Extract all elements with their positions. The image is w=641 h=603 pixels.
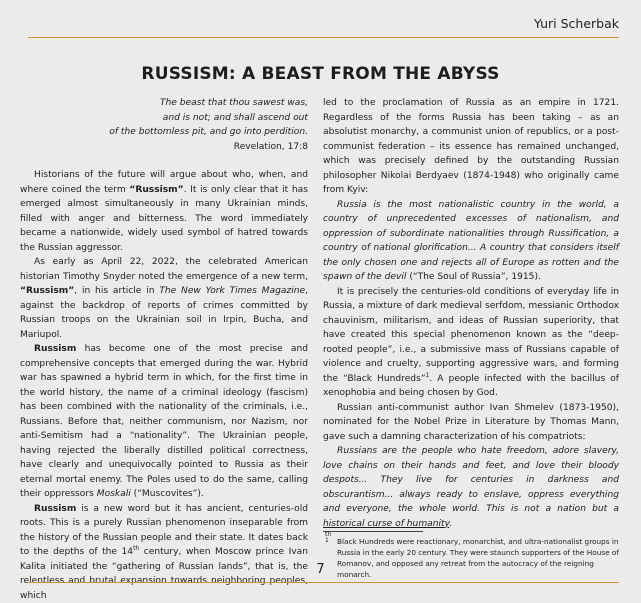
term: “Russism” xyxy=(129,185,183,195)
text: century, when Moscow prince Ivan Kalita initiated the “gathering of Russian lands”, that is, the relentless and brutal expansion towards neighboring peoples, which xyxy=(20,547,308,601)
quotation: Russians are the people who hate freedom, adore slavery, love chains on their hands and feet, and love their bloody despots... They live for centuries in darkness and obscurantism... always ready to enslave, oppress everything and everyone, the whole world. This is not a nation but a xyxy=(323,446,619,514)
text: is a new word but it has ancient, centuries-old roots. This is a purely Russian phenomenon inseparable from the history of the Russian people and their state. It dates back to the depths of the 14 xyxy=(20,504,308,558)
footer-rule xyxy=(28,582,619,583)
paragraph xyxy=(20,168,308,255)
superscript: th xyxy=(133,545,139,552)
paragraph xyxy=(20,342,308,502)
running-header: Yuri Scherbak xyxy=(28,16,619,31)
paragraph: Russian anti-communist author Ivan Shmelev (1873-1950), nominated for the Nobel Prize in Literature by Thomas Mann, gave such a damning characterization of his compatriots: xyxy=(323,401,619,445)
paragraph xyxy=(20,502,308,603)
page-number: 7 xyxy=(0,562,641,577)
text: , against the backdrop of reports of crimes committed by Russian troops on the Ukrainian soil in Irpin, Bucha, and Mariupol. xyxy=(20,286,308,340)
paragraph: led to the proclamation of Russia as an empire in 1721. Regardless of the forms Russia has been taking – as an absolutist monarchy, a communist union of republics, or a post-communist federation – its essence has remained unchanged, which was precisely defined by the outstanding Russian philosopher Nikolai Berdyaev (1874-1948) who originally came from Kyiv: xyxy=(323,96,619,198)
term: Russism xyxy=(34,504,76,514)
header-rule xyxy=(28,37,619,38)
epigraph-reference: Revelation, 17:8 xyxy=(60,140,308,155)
paragraph xyxy=(323,198,619,285)
footnote-rule xyxy=(323,531,423,532)
epigraph xyxy=(20,96,308,154)
text: , in his article in xyxy=(74,286,159,296)
epigraph-line: The beast that thou sawest was, xyxy=(60,96,308,111)
epigraph-line: and is not; and shall ascend out xyxy=(60,111,308,126)
term: Russism xyxy=(34,344,76,354)
footnote: 1 Black Hundreds were reactionary, monarchist, and ultra-nationalist groups in Russia in the early 20 th century. They were staunch supporters of the House of Romanov, and opposed any retreat from the autocracy of the reigning monarch. xyxy=(323,536,619,580)
quotation-underlined: historical curse of humanity xyxy=(323,519,449,529)
paragraph xyxy=(20,255,308,342)
foreign-word: Moskali xyxy=(97,489,131,499)
paragraph xyxy=(323,285,619,401)
quotation: Russia is the most nationalistic country in the world, a country of unprecedented excesses of nationalism, and oppression of subordinate nationalities through Russification, a country of national glorification... A country that considers itself the only chosen one and rejects all of Europe as rotten and the spawn of the devil xyxy=(323,200,619,283)
text: . A people infected with the bacillus of xenophobia and being chosen by God. xyxy=(323,374,619,399)
text: . xyxy=(449,519,452,529)
text: . It is only clear that it has emerged almost simultaneously in many Ukrainian minds, filled with anger and bitterness. The word immediately became a nationwide, widely used symbol of hatred towards the Russian aggressor. xyxy=(20,185,308,253)
paragraph xyxy=(323,444,619,531)
footnote-text: Black Hundreds were reactionary, monarchist, and ultra-nationalist groups in Russia in the early 20 xyxy=(337,537,619,557)
footnote-marker: 1 xyxy=(426,371,430,378)
text: Historians of the future will argue about who, when, and where coined the term xyxy=(20,170,308,195)
publication-title: The New York Times Magazine xyxy=(159,286,305,296)
footnote-number: 1 xyxy=(325,535,329,546)
epigraph-line: of the bottomless pit, and go into perdition. xyxy=(60,125,308,140)
term: “Russism” xyxy=(20,286,74,296)
text: has become one of the most precise and comprehensive concepts that emerged during the war. Hybrid war has spawned a hybrid term in which, for the first time in the world history, the name of a criminal ideology (fascism) has been combined with the nationality of the criminals, i.e., Russians. Before that, neither communism, nor Nazism, nor anti-Semitism had a “nationality”. The Ukrainian people, having rejected the liberally distilled political correctness, have clearly and unequivocally pointed to Russia as their eternal mortal enemy. The Poles used to do the same, calling their oppressors xyxy=(20,344,308,499)
footnote-text: century. They were staunch supporters of the House of Romanov, and opposed any retreat from the autocracy of the reigning monarch. xyxy=(337,548,619,579)
text: (“Muscovites”). xyxy=(131,489,204,499)
quotation-source: (“The Soul of Russia”, 1915). xyxy=(406,272,540,282)
text: As early as April 22, 2022, the celebrated American historian Timothy Snyder noted the emergence of a new term, xyxy=(20,257,308,282)
text: It is precisely the centuries-old conditions of everyday life in Russia, a mixture of dark medieval serfdom, messianic Orthodox chauvinism, militarism, and ideas of Russian superiority, that have created this special phenomenon known as the “deep-rooted people”, i.e., a submissive mass of Russians capable of violence and cruelty, supporting aggressive wars, and forming the “Black Hundreds” xyxy=(323,287,619,384)
chapter-title: RUSSISM: A BEAST FROM THE ABYSS xyxy=(0,64,641,84)
left-column xyxy=(20,96,308,603)
right-column xyxy=(323,96,619,580)
